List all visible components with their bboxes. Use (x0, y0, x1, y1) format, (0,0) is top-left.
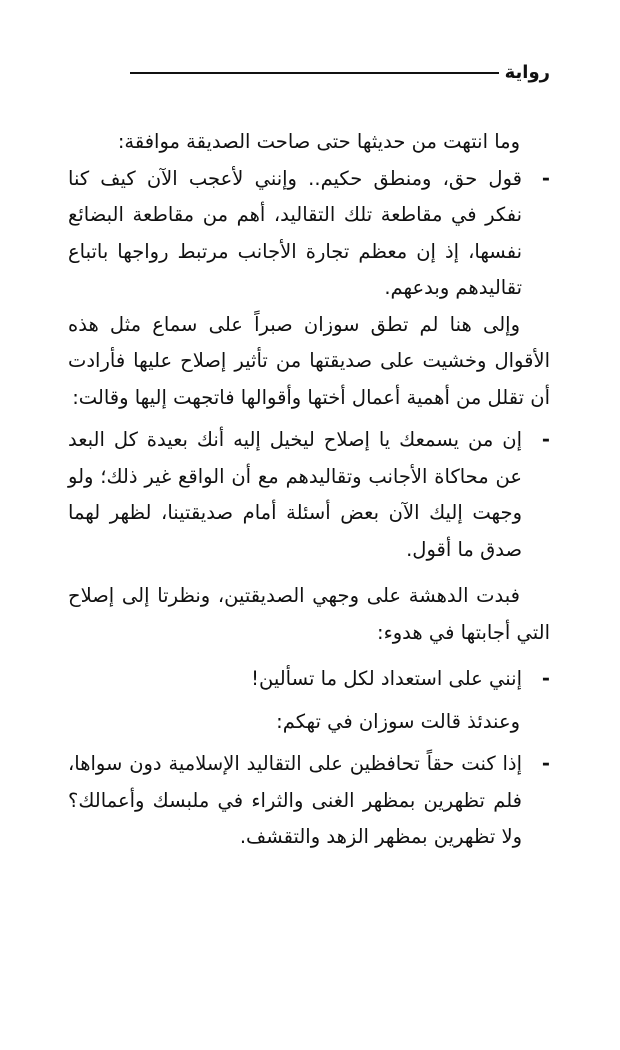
dialogue-text: إنني على استعداد لكل ما تسألين! (251, 667, 522, 690)
page-body (68, 124, 550, 856)
dialogue-text: إن من يسمعك يا إصلاح ليخيل إليه أنك بعيدة كل البعد عن محاكاة الأجانب وتقاليدهم مع أن الواقع غير ذلك؛ ولو وجهت إليك الآن بعض أسئلة أمام صديقتينا، لظهر لهما صدق ما أقول. (68, 428, 522, 561)
dialogue-dash: - (541, 428, 550, 451)
dialogue-4 (68, 746, 550, 856)
dialogue-dash: - (541, 752, 550, 775)
paragraph-2: وإلى هنا لم تطق سوزان صبراً على سماع مثل هذه الأقوال وخشيت على صديقتها من تأثير إصلاح عليها فأرادت أن تقلل من أهمية أعمال أختها وأقوالها فاتجهت إليها وقالت: (68, 312, 550, 409)
dialogue-text: قول حق، ومنطق حكيم.. وإنني لأعجب الآن كيف كنا نفكر في مقاطعة تلك التقاليد، أهم من مقاطعة البضائع نفسها، إذ إن معظم تجارة الأجانب مرتبط رواجها باتباع تقاليدهم وبدعهم. (68, 166, 522, 299)
paragraph-3: فبدت الدهشة على وجهي الصديقتين، ونظرتا إلى إصلاح التي أجابتها في هدوء: (68, 584, 550, 644)
dialogue-text: إذا كنت حقاً تحافظين على التقاليد الإسلامية دون سواها، فلم تظهرين بمظهر الغنى والثراء في ملبسك وأعمالك؟ ولا تظهرين بمظهر الزهد والتقشف. (68, 752, 522, 848)
paragraph-1: وما انتهت من حديثها حتى صاحت الصديقة موافقة: (117, 130, 520, 153)
dialogue-2 (68, 422, 550, 568)
dialogue-dash: - (541, 667, 550, 690)
header-title: رواية (504, 62, 550, 83)
dialogue-3 (68, 661, 550, 698)
dialogue-1 (68, 161, 550, 307)
running-header (130, 62, 550, 83)
paragraph-4: وعندئذ قالت سوزان في تهكم: (276, 709, 520, 733)
dialogue-dash: - (541, 166, 550, 190)
header-rule (130, 72, 499, 74)
